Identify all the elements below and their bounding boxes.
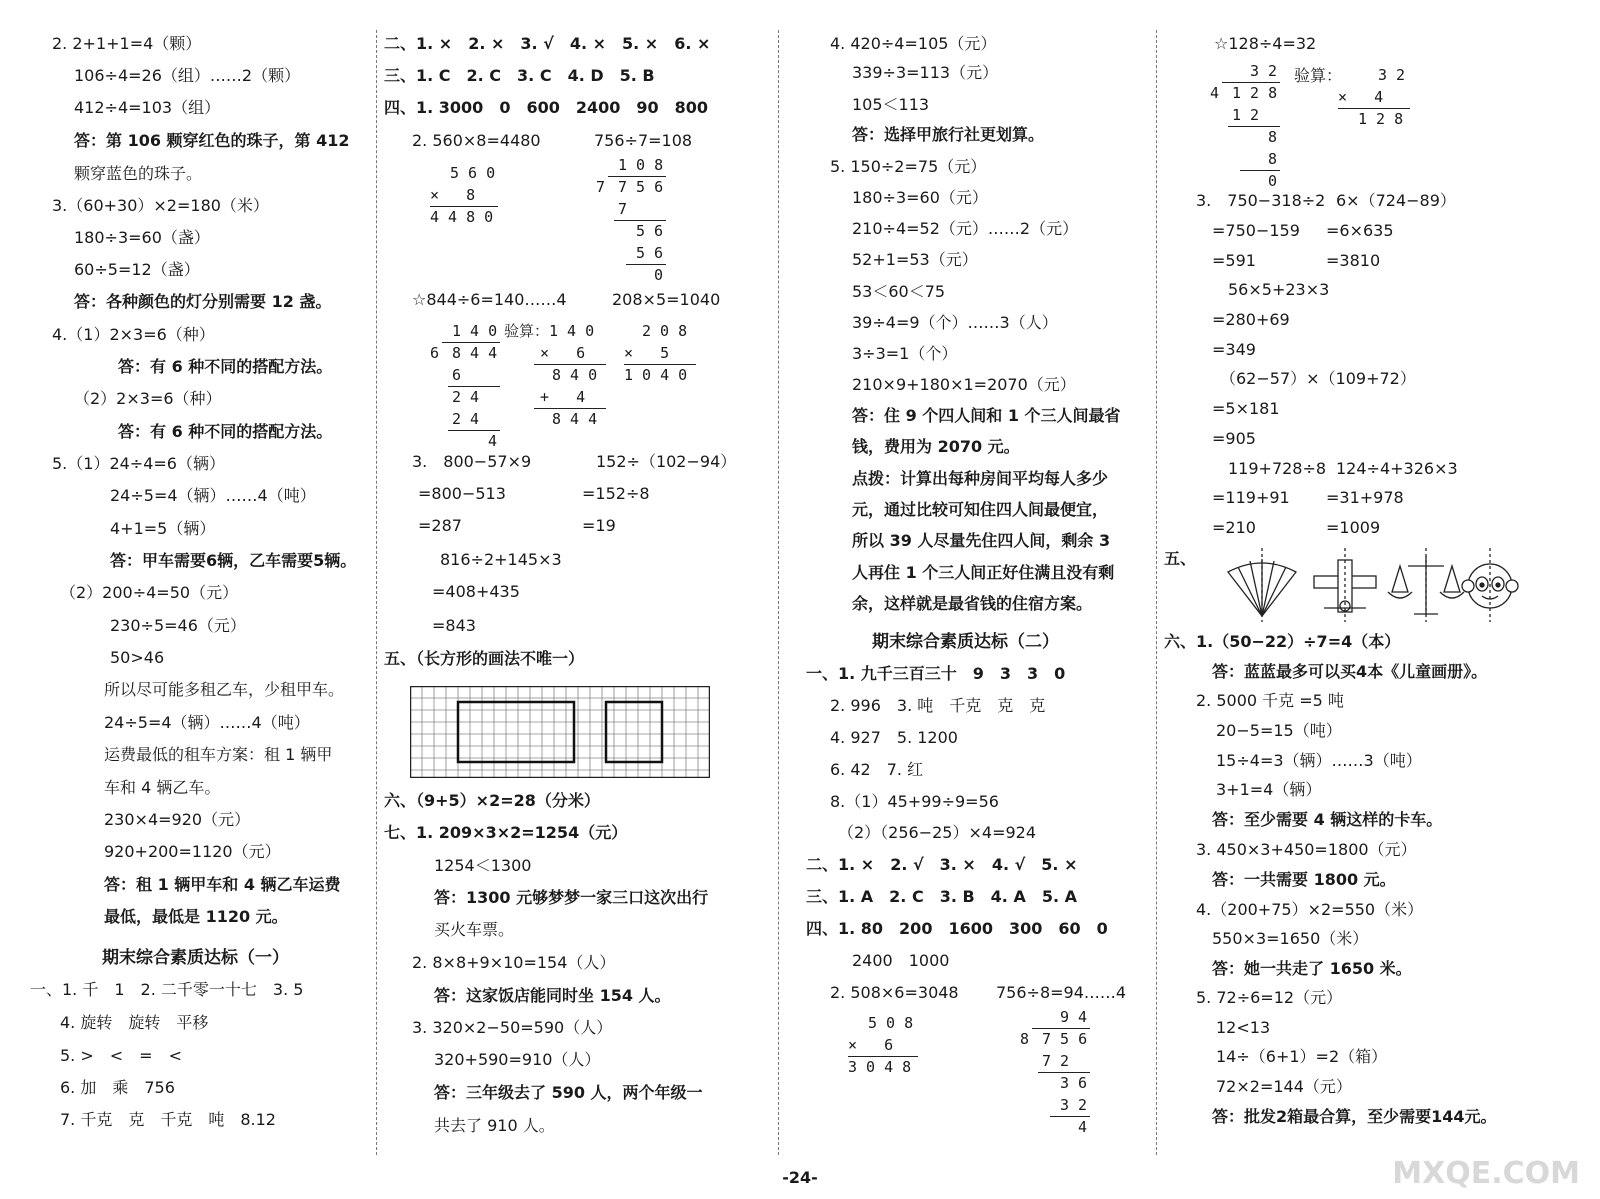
text-line: 6. 加 乘 756 bbox=[60, 1078, 175, 1097]
text-line: 8.（1）45+99÷9=56 bbox=[830, 792, 999, 811]
text-line: 验算： bbox=[1294, 66, 1343, 85]
answer-line: 答：她一共走了 1650 米。 bbox=[1212, 959, 1412, 978]
text-line: 180÷3=60（元） bbox=[852, 188, 988, 207]
airplane-icon bbox=[1314, 548, 1376, 622]
text-line: 颗穿蓝色的珠子。 bbox=[74, 164, 203, 183]
tip-line: 人再住 1 个三人间正好住满且没有剩 bbox=[852, 563, 1115, 582]
monkey-face-icon bbox=[1462, 548, 1518, 622]
text-line: 5. 72÷6=12（元） bbox=[1196, 988, 1343, 1007]
text-line: 550×3=1650（米） bbox=[1212, 929, 1369, 948]
calc-line bbox=[1338, 108, 1410, 109]
text-line: 339÷3=113（元） bbox=[852, 63, 999, 82]
scale-icon bbox=[1388, 548, 1464, 622]
calc-row: 1 0 8 bbox=[618, 156, 664, 174]
text-line: 3÷3=1（个） bbox=[852, 344, 958, 363]
rectangle-1 bbox=[458, 702, 574, 762]
text-line: 2. 560×8=4480 bbox=[412, 131, 541, 150]
tip-line: 元，通过比较可知住四人间最便宜， bbox=[852, 500, 1109, 519]
calc-line bbox=[1038, 1072, 1090, 1073]
text-line: =408+435 bbox=[432, 582, 520, 601]
calc-row: 8 4 0 bbox=[552, 366, 598, 384]
text-line: 五、（长方形的画法不唯一） bbox=[384, 649, 585, 668]
text-line: 二、1. × 2. × 3. √ 4. × 5. × 6. × bbox=[384, 34, 711, 53]
text-line: 4. 旋转 旋转 平移 bbox=[60, 1013, 209, 1032]
calc-row: 6 bbox=[452, 366, 462, 384]
calc-row: × 6 bbox=[848, 1036, 894, 1054]
text-line: 20−5=15（吨） bbox=[1216, 721, 1342, 740]
text-line: 2. 996 3. 吨 千克 克 克 bbox=[830, 696, 1046, 715]
text-line: =5×181 bbox=[1212, 399, 1280, 418]
calc-row: 4 bbox=[1078, 1118, 1088, 1136]
text-line: （62−57）×（109+72） bbox=[1220, 369, 1416, 388]
calc-row: × 8 bbox=[430, 186, 476, 204]
answer-line: 答：1300 元够梦梦一家三口这次出行 bbox=[434, 888, 709, 907]
text-line: 2400 1000 bbox=[852, 951, 950, 970]
calc-row: 4 bbox=[1210, 84, 1220, 102]
calc-row: 8 4 4 bbox=[552, 410, 598, 428]
text-line: 56×5+23×3 bbox=[1228, 280, 1330, 299]
text-line: 24÷5=4（辆）……4（吨） bbox=[104, 713, 310, 732]
calc-line bbox=[534, 408, 606, 409]
answer-line: 答：有 6 种不同的搭配方法。 bbox=[118, 357, 333, 376]
text-line: 5.（1）24÷4=6（辆） bbox=[52, 454, 225, 473]
text-line: 运费最低的租车方案：租 1 辆甲 bbox=[104, 745, 333, 764]
answer-line: 钱，费用为 2070 元。 bbox=[852, 437, 1020, 456]
calc-row: × 6 bbox=[540, 344, 586, 362]
text-line: =152÷8 bbox=[582, 484, 650, 503]
calc-row: 2 0 8 bbox=[642, 322, 688, 340]
calc-row: 4 4 8 0 bbox=[430, 208, 494, 226]
rectangle-grid bbox=[410, 686, 710, 778]
answer-line: 答：租 1 辆甲车和 4 辆乙车运费 bbox=[104, 875, 341, 894]
section-title: 期末综合素质达标（二） bbox=[872, 632, 1059, 652]
text-line: =800−513 bbox=[418, 484, 506, 503]
text-line: 买火车票。 bbox=[434, 920, 515, 939]
text-line: 756÷7=108 bbox=[594, 131, 693, 150]
calc-line bbox=[1228, 126, 1280, 127]
calc-row: 8 bbox=[1020, 1030, 1030, 1048]
text-line: 3. 450×3+450=1800（元） bbox=[1196, 840, 1417, 859]
text-line: =287 bbox=[418, 516, 462, 535]
text-line: 15÷4=3（辆）……3（吨） bbox=[1216, 751, 1422, 770]
text-line: 三、1. A 2. C 3. B 4. A 5. A bbox=[806, 887, 1077, 906]
calc-row: 7 bbox=[618, 200, 628, 218]
calc-line bbox=[608, 176, 666, 177]
text-line: 所以尽可能多租乙车，少租甲车。 bbox=[104, 680, 345, 699]
text-line: 2. 508×6=3048 bbox=[830, 983, 959, 1002]
column-divider bbox=[1156, 30, 1157, 1155]
text-line: 152÷（102−94） bbox=[596, 452, 737, 471]
calc-line bbox=[448, 386, 500, 387]
text-line: 2. 2+1+1=4（颗） bbox=[52, 34, 202, 53]
text-line: 12<13 bbox=[1216, 1018, 1271, 1037]
calc-line bbox=[1222, 82, 1280, 83]
answer-line: 答：蓝蓝最多可以买4本《儿童画册》。 bbox=[1212, 662, 1488, 681]
text-line: 6. 42 7. 红 bbox=[830, 760, 924, 779]
answer-line: 答：第 106 颗穿红色的珠子，第 412 bbox=[74, 131, 350, 150]
text-line: 230÷5=46（元） bbox=[110, 616, 246, 635]
text-line: 4.（1）2×3=6（种） bbox=[52, 325, 215, 344]
calc-row: 0 bbox=[1268, 172, 1278, 190]
answer-line: 答：选择甲旅行社更划算。 bbox=[852, 125, 1045, 144]
text-line: =280+69 bbox=[1212, 310, 1290, 329]
calc-line bbox=[614, 220, 666, 221]
calc-line bbox=[1240, 170, 1280, 171]
column-divider bbox=[376, 30, 377, 1155]
text-line: 210÷4=52（元）……2（元） bbox=[852, 219, 1079, 238]
tip-line: 点拨：计算出每种房间平均每人多少 bbox=[852, 469, 1109, 488]
text-line: =349 bbox=[1212, 340, 1256, 359]
text-line: 4+1=5（辆） bbox=[110, 519, 216, 538]
calc-row: 3 0 4 8 bbox=[848, 1058, 912, 1076]
text-line: =31+978 bbox=[1326, 488, 1404, 507]
text-line: 6×（724−89） bbox=[1336, 191, 1456, 210]
calc-row: 7 5 6 bbox=[618, 178, 664, 196]
text-line: 4.（200+75）×2=550（米） bbox=[1196, 900, 1424, 919]
text-line: 二、1. × 2. √ 3. × 4. √ 5. × bbox=[806, 855, 1078, 874]
text-line: 816÷2+145×3 bbox=[440, 550, 562, 569]
text-line: 756÷8=94……4 bbox=[996, 983, 1127, 1002]
text-line: 共去了 910 人。 bbox=[434, 1116, 555, 1135]
calc-row: 验算：1 4 0 bbox=[504, 322, 595, 340]
calc-line bbox=[430, 206, 498, 207]
calc-row: 5 6 0 bbox=[450, 164, 496, 182]
text-line: 四、1. 3000 0 600 2400 90 800 bbox=[384, 98, 709, 117]
answer-line: 答：批发2箱最合算，至少需要144元。 bbox=[1212, 1107, 1497, 1126]
text-line: 119+728÷8 bbox=[1228, 459, 1327, 478]
calc-row: × 4 bbox=[1338, 88, 1384, 106]
text-line: 50>46 bbox=[110, 648, 165, 667]
text-line: 105＜113 bbox=[852, 95, 930, 114]
text-line: （2）200÷4=50（元） bbox=[60, 583, 239, 602]
calc-line bbox=[1032, 1028, 1090, 1029]
calc-row: 0 bbox=[654, 266, 664, 284]
text-line: 3. 320×2−50=590（人） bbox=[412, 1018, 613, 1037]
text-line: 五、 bbox=[1164, 549, 1197, 568]
text-line: 53＜60＜75 bbox=[852, 282, 946, 301]
calc-row: 3 2 bbox=[1378, 66, 1406, 84]
calc-row: 1 4 0 bbox=[452, 322, 498, 340]
tip-line: 所以 39 人尽量先住四人间，剩余 3 bbox=[852, 531, 1111, 550]
text-line: 一、1. 九千三百三十 9 3 3 0 bbox=[806, 664, 1066, 683]
text-line: （2）2×3=6（种） bbox=[74, 389, 222, 408]
fan-icon bbox=[1228, 548, 1296, 622]
answer-line: 答：至少需要 4 辆这样的卡车。 bbox=[1212, 810, 1443, 829]
text-line: 5. 150÷2=75（元） bbox=[830, 157, 987, 176]
answer-line: 答：各种颜色的灯分别需要 12 盏。 bbox=[74, 292, 332, 311]
calc-row: 5 6 bbox=[636, 244, 664, 262]
text-line: 210×9+180×1=2070（元） bbox=[852, 375, 1076, 394]
calc-row: 5 0 8 bbox=[868, 1014, 914, 1032]
text-line: 106÷4=26（组）……2（颗） bbox=[74, 66, 301, 85]
calc-row: 3 2 bbox=[1060, 1096, 1088, 1114]
answer-line: 答：有 6 种不同的搭配方法。 bbox=[118, 422, 333, 441]
text-line: ☆844÷6=140……4 bbox=[412, 290, 567, 309]
text-line: 412÷4=103（组） bbox=[74, 98, 221, 117]
calc-line bbox=[534, 364, 606, 365]
text-line: 三、1. C 2. C 3. C 4. D 5. B bbox=[384, 66, 655, 85]
text-line: 七、1. 209×3×2=1254（元） bbox=[384, 823, 628, 842]
calc-row: 1 2 8 bbox=[1232, 84, 1278, 102]
watermark-logo: MXQE.COM bbox=[1392, 1156, 1580, 1191]
section-title: 期末综合素质达标（一） bbox=[102, 948, 289, 968]
calc-row: 2 4 bbox=[452, 410, 480, 428]
calc-row: 6 bbox=[430, 344, 440, 362]
text-line: =843 bbox=[432, 616, 476, 635]
text-line: 3. 800−57×9 bbox=[412, 452, 532, 471]
text-line: =210 bbox=[1212, 518, 1256, 537]
text-line: 72×2=144（元） bbox=[1216, 1077, 1352, 1096]
text-line: 180÷3=60（盏） bbox=[74, 228, 210, 247]
calc-row: 5 6 bbox=[636, 222, 664, 240]
text-line: 1254＜1300 bbox=[434, 856, 532, 875]
text-line: 320+590=910（人） bbox=[434, 1050, 601, 1069]
calc-row: + 4 bbox=[540, 388, 586, 406]
calc-row: 8 bbox=[1268, 128, 1278, 146]
calc-line bbox=[626, 264, 666, 265]
text-line: =119+91 bbox=[1212, 488, 1290, 507]
text-line: 2. 5000 千克 =5 吨 bbox=[1196, 691, 1344, 710]
text-line: 60÷5=12（盏） bbox=[74, 260, 200, 279]
text-line: 230×4=920（元） bbox=[104, 810, 251, 829]
text-line: 920+200=1120（元） bbox=[104, 842, 281, 861]
calc-row: 3 6 bbox=[1060, 1074, 1088, 1092]
text-line: 7. 千克 克 千克 吨 8.12 bbox=[60, 1110, 276, 1129]
text-line: =1009 bbox=[1326, 518, 1381, 537]
text-line: =6×635 bbox=[1326, 221, 1394, 240]
calc-row: × 5 bbox=[624, 344, 670, 362]
calc-row: 1 0 4 0 bbox=[624, 366, 688, 384]
text-line: =3810 bbox=[1326, 251, 1381, 270]
answer-line: 答：三年级去了 590 人，两个年级一 bbox=[434, 1083, 703, 1102]
calc-row: 3 2 bbox=[1250, 62, 1278, 80]
answer-line: 最低，最低是 1120 元。 bbox=[104, 907, 288, 926]
text-line: ☆128÷4=32 bbox=[1214, 34, 1317, 53]
text-line: 一、1. 千 1 2. 二千零一十七 3. 5 bbox=[30, 980, 304, 999]
answer-line: 答：住 9 个四人间和 1 个三人间最省 bbox=[852, 406, 1121, 425]
calc-row: 7 bbox=[596, 178, 606, 196]
text-line: 4. 420÷4=105（元） bbox=[830, 34, 997, 53]
text-line: 24÷5=4（辆）……4（吨） bbox=[110, 486, 316, 505]
text-line: 208×5=1040 bbox=[612, 290, 721, 309]
text-line: 四、1. 80 200 1600 300 60 0 bbox=[806, 919, 1108, 938]
calc-line bbox=[448, 430, 500, 431]
answer-line: 答：这家饭店能同时坐 154 人。 bbox=[434, 986, 671, 1005]
text-line: 5. > < = < bbox=[60, 1046, 182, 1065]
text-line: =591 bbox=[1212, 251, 1256, 270]
text-line: 14÷（6+1）=2（箱） bbox=[1216, 1047, 1388, 1066]
tip-line: 余，这样就是最省钱的住宿方案。 bbox=[852, 594, 1093, 613]
calc-row: 1 2 8 bbox=[1358, 110, 1404, 128]
calc-row: 8 4 4 bbox=[452, 344, 498, 362]
calc-row: 7 5 6 bbox=[1042, 1030, 1088, 1048]
symmetry-pictures bbox=[1224, 546, 1520, 624]
text-line: 124÷4+326×3 bbox=[1336, 459, 1458, 478]
page-number: -24- bbox=[782, 1168, 818, 1187]
text-line: 3.（60+30）×2=180（米） bbox=[52, 196, 269, 215]
text-line: 3+1=4（辆） bbox=[1216, 780, 1322, 799]
rectangle-2 bbox=[606, 702, 662, 762]
text-line: 4. 927 5. 1200 bbox=[830, 728, 958, 747]
text-line: =750−159 bbox=[1212, 221, 1300, 240]
calc-row: 2 4 bbox=[452, 388, 480, 406]
text-line: 39÷4=9（个）……3（人） bbox=[852, 313, 1058, 332]
text-line: 六、1.（50−22）÷7=4（本） bbox=[1164, 632, 1401, 651]
answer-line: 答：甲车需要6辆，乙车需要5辆。 bbox=[110, 551, 357, 570]
text-line: 2. 8×8+9×10=154（人） bbox=[412, 953, 616, 972]
calc-row: 1 2 bbox=[1232, 106, 1260, 124]
calc-row: 9 4 bbox=[1060, 1008, 1088, 1026]
calc-line bbox=[624, 364, 696, 365]
calc-line bbox=[1050, 1116, 1090, 1117]
text-line: 车和 4 辆乙车。 bbox=[104, 778, 221, 797]
calc-row: 8 bbox=[1268, 150, 1278, 168]
text-line: 52+1=53（元） bbox=[852, 250, 978, 269]
text-line: 六、（9+5）×2=28（分米） bbox=[384, 791, 600, 810]
text-line: =905 bbox=[1212, 429, 1256, 448]
answer-line: 答：一共需要 1800 元。 bbox=[1212, 870, 1396, 889]
calc-row: 7 2 bbox=[1042, 1052, 1070, 1070]
calc-row: 4 bbox=[488, 432, 498, 450]
text-line: =19 bbox=[582, 516, 616, 535]
column-divider bbox=[778, 30, 779, 1155]
calc-line bbox=[848, 1056, 918, 1057]
text-line: 3. 750−318÷2 bbox=[1196, 191, 1326, 210]
calc-line bbox=[442, 342, 500, 343]
text-line: （2）（256−25）×4=924 bbox=[838, 823, 1037, 842]
